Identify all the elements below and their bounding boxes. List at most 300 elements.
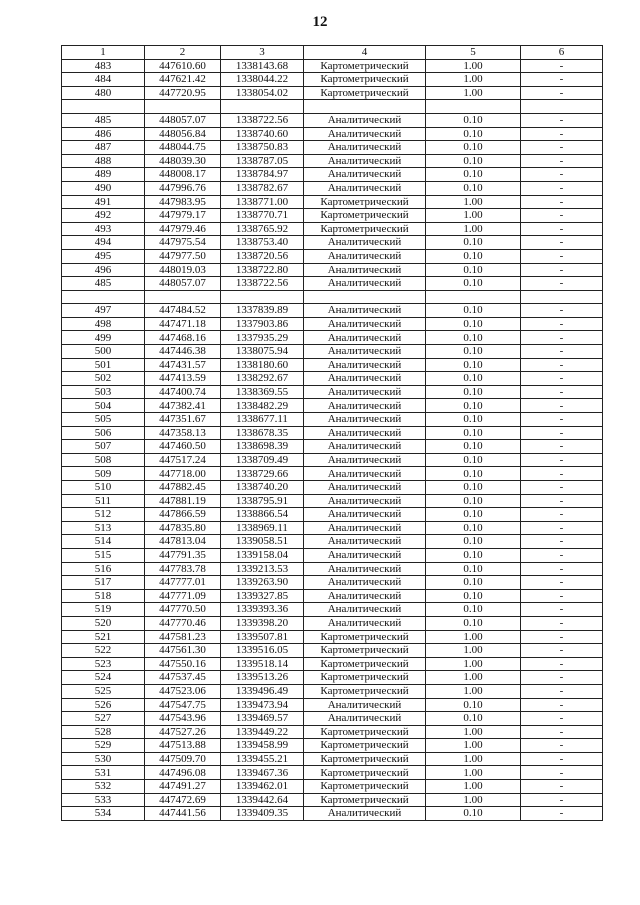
method-cell: Аналитический — [304, 807, 426, 821]
x-coordinate-cell: 447770.46 — [145, 616, 221, 630]
point-number-cell: 488 — [62, 154, 145, 168]
accuracy-cell: 0.10 — [426, 576, 521, 590]
point-number-cell: 502 — [62, 372, 145, 386]
point-number-cell: 518 — [62, 589, 145, 603]
point-number-cell: 504 — [62, 399, 145, 413]
y-coordinate-cell: 1339398.20 — [221, 616, 304, 630]
table-row — [62, 168, 603, 182]
x-coordinate-cell: 447783.78 — [145, 562, 221, 576]
empty-cell — [221, 290, 304, 304]
y-coordinate-cell: 1338770.71 — [221, 209, 304, 223]
table-row — [62, 263, 603, 277]
x-coordinate-cell: 448056.84 — [145, 127, 221, 141]
empty-cell — [304, 290, 426, 304]
point-number-cell: 525 — [62, 684, 145, 698]
y-coordinate-cell: 1338787.05 — [221, 154, 304, 168]
point-number-cell: 490 — [62, 181, 145, 195]
x-coordinate-cell: 447491.27 — [145, 780, 221, 794]
point-number-cell: 515 — [62, 548, 145, 562]
accuracy-cell: 0.10 — [426, 494, 521, 508]
y-coordinate-cell: 1338698.39 — [221, 440, 304, 454]
note-cell: - — [521, 807, 603, 821]
method-cell: Аналитический — [304, 603, 426, 617]
note-cell: - — [521, 249, 603, 263]
table-row — [62, 399, 603, 413]
x-coordinate-cell: 447496.08 — [145, 766, 221, 780]
table-row — [62, 644, 603, 658]
note-cell: - — [521, 684, 603, 698]
method-cell: Аналитический — [304, 141, 426, 155]
method-cell: Картометрический — [304, 793, 426, 807]
point-number-cell: 529 — [62, 739, 145, 753]
point-number-cell: 493 — [62, 222, 145, 236]
table-row — [62, 181, 603, 195]
point-number-cell: 509 — [62, 467, 145, 481]
point-number-cell: 512 — [62, 508, 145, 522]
table-row — [62, 467, 603, 481]
accuracy-cell: 0.10 — [426, 331, 521, 345]
method-cell: Картометрический — [304, 222, 426, 236]
method-cell: Картометрический — [304, 766, 426, 780]
x-coordinate-cell: 447979.46 — [145, 222, 221, 236]
x-coordinate-cell: 447446.38 — [145, 345, 221, 359]
accuracy-cell: 0.10 — [426, 345, 521, 359]
x-coordinate-cell: 447523.06 — [145, 684, 221, 698]
point-number-cell: 508 — [62, 453, 145, 467]
column-header: 1 — [62, 46, 145, 60]
x-coordinate-cell: 447835.80 — [145, 521, 221, 535]
accuracy-cell: 0.10 — [426, 263, 521, 277]
y-coordinate-cell: 1339516.05 — [221, 644, 304, 658]
accuracy-cell: 1.00 — [426, 222, 521, 236]
table-row — [62, 331, 603, 345]
y-coordinate-cell: 1338740.60 — [221, 127, 304, 141]
accuracy-cell: 0.10 — [426, 127, 521, 141]
note-cell: - — [521, 331, 603, 345]
column-header: 3 — [221, 46, 304, 60]
point-number-cell: 501 — [62, 358, 145, 372]
x-coordinate-cell: 447484.52 — [145, 304, 221, 318]
empty-cell — [426, 290, 521, 304]
table-row — [62, 154, 603, 168]
accuracy-cell: 0.10 — [426, 358, 521, 372]
note-cell: - — [521, 630, 603, 644]
empty-cell — [304, 100, 426, 114]
x-coordinate-cell: 447547.75 — [145, 698, 221, 712]
note-cell: - — [521, 508, 603, 522]
coordinates-table — [61, 45, 603, 821]
table-body — [62, 59, 603, 820]
x-coordinate-cell: 447975.54 — [145, 236, 221, 250]
accuracy-cell: 0.10 — [426, 413, 521, 427]
table-row — [62, 766, 603, 780]
note-cell: - — [521, 616, 603, 630]
method-cell: Картометрический — [304, 671, 426, 685]
note-cell: - — [521, 766, 603, 780]
table-row — [62, 127, 603, 141]
point-number-cell: 480 — [62, 86, 145, 100]
y-coordinate-cell: 1339469.57 — [221, 712, 304, 726]
note-cell: - — [521, 481, 603, 495]
method-cell: Картометрический — [304, 630, 426, 644]
y-coordinate-cell: 1339442.64 — [221, 793, 304, 807]
x-coordinate-cell: 447517.24 — [145, 453, 221, 467]
method-cell: Аналитический — [304, 358, 426, 372]
y-coordinate-cell: 1338369.55 — [221, 385, 304, 399]
accuracy-cell: 0.10 — [426, 236, 521, 250]
method-cell: Картометрический — [304, 209, 426, 223]
point-number-cell: 517 — [62, 576, 145, 590]
method-cell: Картометрический — [304, 73, 426, 87]
x-coordinate-cell: 447527.26 — [145, 725, 221, 739]
method-cell: Аналитический — [304, 440, 426, 454]
y-coordinate-cell: 1338784.97 — [221, 168, 304, 182]
note-cell: - — [521, 589, 603, 603]
note-cell: - — [521, 317, 603, 331]
y-coordinate-cell: 1338722.80 — [221, 263, 304, 277]
note-cell: - — [521, 535, 603, 549]
method-cell: Аналитический — [304, 399, 426, 413]
note-cell: - — [521, 657, 603, 671]
method-cell: Аналитический — [304, 154, 426, 168]
accuracy-cell: 1.00 — [426, 793, 521, 807]
y-coordinate-cell: 1339409.35 — [221, 807, 304, 821]
table-row — [62, 780, 603, 794]
point-number-cell: 500 — [62, 345, 145, 359]
table-row — [62, 521, 603, 535]
method-cell: Аналитический — [304, 277, 426, 291]
method-cell: Картометрический — [304, 644, 426, 658]
point-number-cell: 494 — [62, 236, 145, 250]
table-row — [62, 304, 603, 318]
accuracy-cell: 1.00 — [426, 73, 521, 87]
table-row — [62, 698, 603, 712]
point-number-cell: 526 — [62, 698, 145, 712]
table-row — [62, 494, 603, 508]
note-cell: - — [521, 712, 603, 726]
method-cell: Аналитический — [304, 548, 426, 562]
table-row — [62, 209, 603, 223]
x-coordinate-cell: 447382.41 — [145, 399, 221, 413]
table-row — [62, 86, 603, 100]
y-coordinate-cell: 1339393.36 — [221, 603, 304, 617]
method-cell: Аналитический — [304, 576, 426, 590]
accuracy-cell: 0.10 — [426, 603, 521, 617]
table-row — [62, 712, 603, 726]
point-number-cell: 486 — [62, 127, 145, 141]
accuracy-cell: 1.00 — [426, 766, 521, 780]
header-row — [62, 46, 603, 60]
y-coordinate-cell: 1339473.94 — [221, 698, 304, 712]
column-header: 6 — [521, 46, 603, 60]
method-cell: Аналитический — [304, 535, 426, 549]
accuracy-cell: 0.10 — [426, 467, 521, 481]
note-cell: - — [521, 181, 603, 195]
x-coordinate-cell: 447720.95 — [145, 86, 221, 100]
x-coordinate-cell: 447977.50 — [145, 249, 221, 263]
x-coordinate-cell: 447771.09 — [145, 589, 221, 603]
point-number-cell: 533 — [62, 793, 145, 807]
accuracy-cell: 1.00 — [426, 209, 521, 223]
method-cell: Аналитический — [304, 372, 426, 386]
point-number-cell: 521 — [62, 630, 145, 644]
note-cell: - — [521, 372, 603, 386]
y-coordinate-cell: 1338753.40 — [221, 236, 304, 250]
x-coordinate-cell: 447881.19 — [145, 494, 221, 508]
note-cell: - — [521, 780, 603, 794]
note-cell: - — [521, 209, 603, 223]
point-number-cell: 519 — [62, 603, 145, 617]
y-coordinate-cell: 1337839.89 — [221, 304, 304, 318]
table-row — [62, 73, 603, 87]
x-coordinate-cell: 447882.45 — [145, 481, 221, 495]
table-row — [62, 113, 603, 127]
accuracy-cell: 0.10 — [426, 141, 521, 155]
y-coordinate-cell: 1338722.56 — [221, 277, 304, 291]
page-number: 12 — [312, 14, 328, 30]
y-coordinate-cell: 1338750.83 — [221, 141, 304, 155]
column-header: 2 — [145, 46, 221, 60]
x-coordinate-cell: 447718.00 — [145, 467, 221, 481]
x-coordinate-cell: 447543.96 — [145, 712, 221, 726]
method-cell: Картометрический — [304, 739, 426, 753]
y-coordinate-cell: 1339496.49 — [221, 684, 304, 698]
accuracy-cell: 0.10 — [426, 249, 521, 263]
x-coordinate-cell: 447621.42 — [145, 73, 221, 87]
note-cell: - — [521, 86, 603, 100]
x-coordinate-cell: 448008.17 — [145, 168, 221, 182]
x-coordinate-cell: 447460.50 — [145, 440, 221, 454]
table-row — [62, 630, 603, 644]
method-cell: Картометрический — [304, 59, 426, 73]
method-cell: Аналитический — [304, 521, 426, 535]
point-number-cell: 511 — [62, 494, 145, 508]
y-coordinate-cell: 1338709.49 — [221, 453, 304, 467]
accuracy-cell: 0.10 — [426, 562, 521, 576]
separator-row — [62, 100, 603, 114]
table-row — [62, 372, 603, 386]
y-coordinate-cell: 1338677.11 — [221, 413, 304, 427]
x-coordinate-cell: 447471.18 — [145, 317, 221, 331]
table-row — [62, 358, 603, 372]
x-coordinate-cell: 447777.01 — [145, 576, 221, 590]
table-row — [62, 739, 603, 753]
x-coordinate-cell: 447561.30 — [145, 644, 221, 658]
point-number-cell: 506 — [62, 426, 145, 440]
table-row — [62, 222, 603, 236]
accuracy-cell: 0.10 — [426, 317, 521, 331]
point-number-cell: 532 — [62, 780, 145, 794]
accuracy-cell: 0.10 — [426, 481, 521, 495]
table-row — [62, 59, 603, 73]
method-cell: Аналитический — [304, 562, 426, 576]
y-coordinate-cell: 1339513.26 — [221, 671, 304, 685]
method-cell: Аналитический — [304, 263, 426, 277]
method-cell: Аналитический — [304, 168, 426, 182]
note-cell: - — [521, 345, 603, 359]
point-number-cell: 527 — [62, 712, 145, 726]
accuracy-cell: 0.10 — [426, 698, 521, 712]
x-coordinate-cell: 447468.16 — [145, 331, 221, 345]
y-coordinate-cell: 1338969.11 — [221, 521, 304, 535]
method-cell: Аналитический — [304, 426, 426, 440]
accuracy-cell: 1.00 — [426, 725, 521, 739]
empty-cell — [62, 290, 145, 304]
table-row — [62, 576, 603, 590]
point-number-cell: 524 — [62, 671, 145, 685]
point-number-cell: 530 — [62, 752, 145, 766]
accuracy-cell: 0.10 — [426, 521, 521, 535]
accuracy-cell: 0.10 — [426, 372, 521, 386]
note-cell: - — [521, 413, 603, 427]
x-coordinate-cell: 447550.16 — [145, 657, 221, 671]
empty-cell — [145, 100, 221, 114]
method-cell: Аналитический — [304, 494, 426, 508]
point-number-cell: 492 — [62, 209, 145, 223]
x-coordinate-cell: 447358.13 — [145, 426, 221, 440]
point-number-cell: 498 — [62, 317, 145, 331]
table-row — [62, 249, 603, 263]
point-number-cell: 516 — [62, 562, 145, 576]
table-row — [62, 345, 603, 359]
note-cell: - — [521, 752, 603, 766]
y-coordinate-cell: 1339327.85 — [221, 589, 304, 603]
note-cell: - — [521, 739, 603, 753]
column-header: 4 — [304, 46, 426, 60]
point-number-cell: 491 — [62, 195, 145, 209]
empty-cell — [521, 100, 603, 114]
table-row — [62, 277, 603, 291]
accuracy-cell: 0.10 — [426, 168, 521, 182]
note-cell: - — [521, 385, 603, 399]
method-cell: Аналитический — [304, 467, 426, 481]
table-row — [62, 535, 603, 549]
accuracy-cell: 0.10 — [426, 548, 521, 562]
table-row — [62, 793, 603, 807]
method-cell: Аналитический — [304, 712, 426, 726]
y-coordinate-cell: 1338866.54 — [221, 508, 304, 522]
point-number-cell: 528 — [62, 725, 145, 739]
empty-cell — [145, 290, 221, 304]
x-coordinate-cell: 447509.70 — [145, 752, 221, 766]
x-coordinate-cell: 447791.35 — [145, 548, 221, 562]
y-coordinate-cell: 1339158.04 — [221, 548, 304, 562]
method-cell: Аналитический — [304, 345, 426, 359]
accuracy-cell: 0.10 — [426, 385, 521, 399]
note-cell: - — [521, 793, 603, 807]
y-coordinate-cell: 1338720.56 — [221, 249, 304, 263]
point-number-cell: 499 — [62, 331, 145, 345]
accuracy-cell: 0.10 — [426, 508, 521, 522]
y-coordinate-cell: 1338054.02 — [221, 86, 304, 100]
separator-row — [62, 290, 603, 304]
note-cell: - — [521, 521, 603, 535]
note-cell: - — [521, 548, 603, 562]
note-cell: - — [521, 644, 603, 658]
table-row — [62, 752, 603, 766]
y-coordinate-cell: 1338075.94 — [221, 345, 304, 359]
y-coordinate-cell: 1338044.22 — [221, 73, 304, 87]
note-cell: - — [521, 725, 603, 739]
accuracy-cell: 0.10 — [426, 453, 521, 467]
x-coordinate-cell: 447513.88 — [145, 739, 221, 753]
x-coordinate-cell: 447581.23 — [145, 630, 221, 644]
x-coordinate-cell: 447351.67 — [145, 413, 221, 427]
note-cell: - — [521, 168, 603, 182]
point-number-cell: 534 — [62, 807, 145, 821]
y-coordinate-cell: 1338482.29 — [221, 399, 304, 413]
table-row — [62, 657, 603, 671]
method-cell: Аналитический — [304, 304, 426, 318]
point-number-cell: 503 — [62, 385, 145, 399]
accuracy-cell: 0.10 — [426, 589, 521, 603]
note-cell: - — [521, 127, 603, 141]
table-row — [62, 317, 603, 331]
y-coordinate-cell: 1338782.67 — [221, 181, 304, 195]
y-coordinate-cell: 1339467.36 — [221, 766, 304, 780]
accuracy-cell: 0.10 — [426, 807, 521, 821]
table-row — [62, 603, 603, 617]
accuracy-cell: 0.10 — [426, 113, 521, 127]
y-coordinate-cell: 1339507.81 — [221, 630, 304, 644]
empty-cell — [426, 100, 521, 114]
empty-cell — [521, 290, 603, 304]
y-coordinate-cell: 1339462.01 — [221, 780, 304, 794]
note-cell: - — [521, 467, 603, 481]
y-coordinate-cell: 1339263.90 — [221, 576, 304, 590]
method-cell: Аналитический — [304, 616, 426, 630]
table-row — [62, 807, 603, 821]
note-cell: - — [521, 113, 603, 127]
x-coordinate-cell: 448057.07 — [145, 113, 221, 127]
y-coordinate-cell: 1338771.00 — [221, 195, 304, 209]
accuracy-cell: 1.00 — [426, 86, 521, 100]
method-cell: Картометрический — [304, 725, 426, 739]
accuracy-cell: 0.10 — [426, 154, 521, 168]
point-number-cell: 523 — [62, 657, 145, 671]
x-coordinate-cell: 447413.59 — [145, 372, 221, 386]
note-cell: - — [521, 440, 603, 454]
y-coordinate-cell: 1338795.91 — [221, 494, 304, 508]
method-cell: Аналитический — [304, 453, 426, 467]
point-number-cell: 497 — [62, 304, 145, 318]
point-number-cell: 484 — [62, 73, 145, 87]
table-row — [62, 426, 603, 440]
table-row — [62, 141, 603, 155]
accuracy-cell: 1.00 — [426, 739, 521, 753]
x-coordinate-cell: 448019.03 — [145, 263, 221, 277]
point-number-cell: 483 — [62, 59, 145, 73]
x-coordinate-cell: 447979.17 — [145, 209, 221, 223]
table-row — [62, 589, 603, 603]
y-coordinate-cell: 1338180.60 — [221, 358, 304, 372]
note-cell: - — [521, 562, 603, 576]
method-cell: Аналитический — [304, 331, 426, 345]
point-number-cell: 522 — [62, 644, 145, 658]
note-cell: - — [521, 154, 603, 168]
y-coordinate-cell: 1339455.21 — [221, 752, 304, 766]
x-coordinate-cell: 448044.75 — [145, 141, 221, 155]
note-cell: - — [521, 304, 603, 318]
table-row — [62, 616, 603, 630]
x-coordinate-cell: 447770.50 — [145, 603, 221, 617]
point-number-cell: 531 — [62, 766, 145, 780]
accuracy-cell: 1.00 — [426, 644, 521, 658]
x-coordinate-cell: 447472.69 — [145, 793, 221, 807]
x-coordinate-cell: 447441.56 — [145, 807, 221, 821]
method-cell: Аналитический — [304, 589, 426, 603]
accuracy-cell: 0.10 — [426, 181, 521, 195]
